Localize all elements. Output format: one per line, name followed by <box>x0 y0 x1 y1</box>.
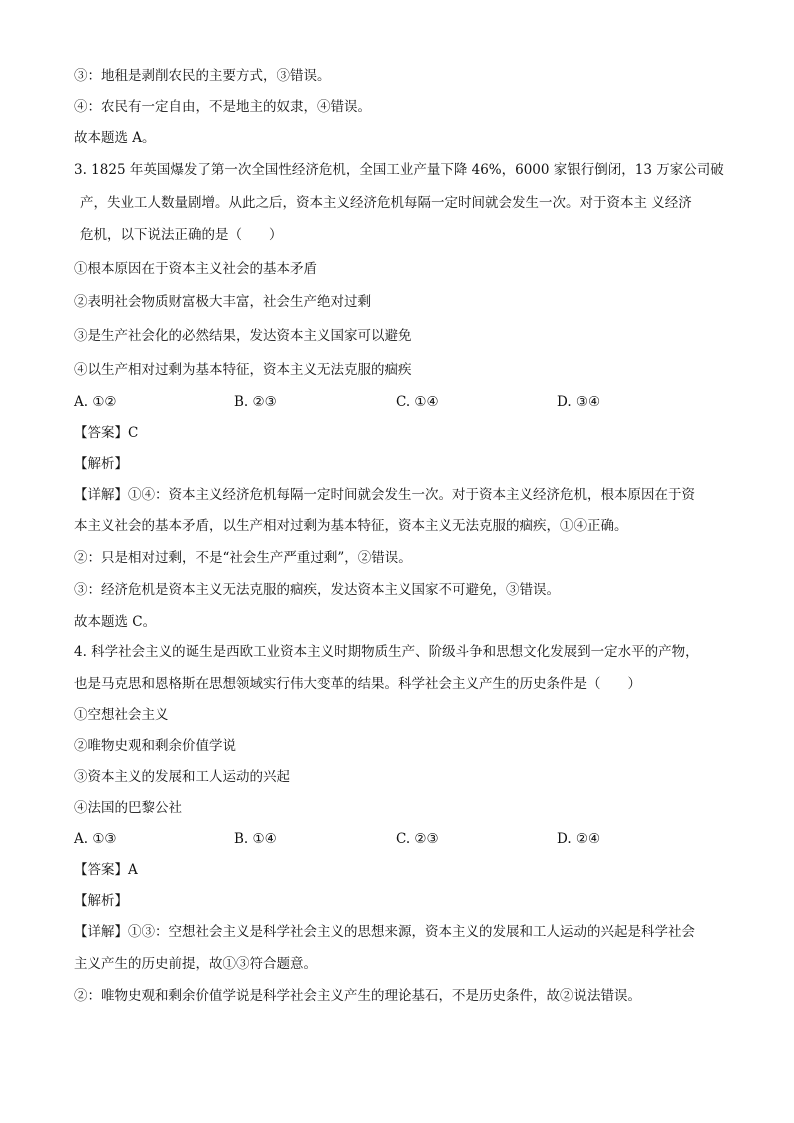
q4-stem-line-1: 4. 科学社会主义的诞生是西欧工业资本主义时期物质生产、阶级斗争和思想文化发展到一定水平的产物， <box>74 644 699 660</box>
q4-option-c: C. ②③ <box>396 831 439 847</box>
q4-item-1: ①空想社会主义 <box>74 707 169 723</box>
q4-detail-line-1: 【详解】①③：空想社会主义是科学社会主义的思想来源，资本主义的发展和工人运动的兴起是科学社会 <box>74 924 695 940</box>
q4-item-4: ④法国的巴黎公社 <box>74 800 182 816</box>
q4-detail-line-3: ②：唯物史观和剩余价值学说是科学社会主义产生的理论基石，不是历史条件，故②说法错误。 <box>74 988 641 1004</box>
q4-answer: 【答案】A <box>74 862 138 878</box>
q3-conclusion: 故本题选 C。 <box>74 614 157 630</box>
q4-item-2: ②唯物史观和剩余价值学说 <box>74 738 236 754</box>
q3-option-b: B. ②③ <box>234 394 277 410</box>
q4-option-b: B. ①④ <box>234 831 277 847</box>
q4-analysis-heading: 【解析】 <box>74 893 128 909</box>
q3-analysis-heading: 【解析】 <box>74 456 128 472</box>
q3-item-2: ②表明社会物质财富极大丰富，社会生产绝对过剩 <box>74 294 371 310</box>
q3-item-1: ①根本原因在于资本主义社会的基本矛盾 <box>74 261 317 277</box>
q3-option-d: D. ③④ <box>557 394 601 410</box>
q3-detail-line-3: ②：只是相对过剩，不是“社会生产严重过剩”，②错误。 <box>74 550 412 566</box>
q4-item-3: ③资本主义的发展和工人运动的兴起 <box>74 769 290 785</box>
q4-option-d: D. ②④ <box>557 831 601 847</box>
q2-explanation-4: ④：农民有一定自由，不是地主的奴隶，④错误。 <box>74 99 371 115</box>
q4-detail-line-2: 主义产生的历史前提，故①③符合题意。 <box>74 956 317 972</box>
q3-detail-line-2: 本主义社会的基本矛盾，以生产相对过剩为基本特征，资本主义无法克服的痼疾，①④正确。 <box>74 518 628 534</box>
q3-detail-line-1: 【详解】①④：资本主义经济危机每隔一定时间就会发生一次。对于资本主义经济危机，根本原因在于资 <box>74 487 695 503</box>
q3-option-a: A. ①② <box>74 394 117 410</box>
q3-stem-line-3: 危机，以下说法正确的是（ ） <box>80 227 283 243</box>
q3-detail-line-4: ③：经济危机是资本主义无法克服的痼疾，发达资本主义国家不可避免，③错误。 <box>74 582 560 598</box>
q3-answer: 【答案】C <box>74 425 139 441</box>
q3-item-4: ④以生产相对过剩为基本特征，资本主义无法克服的痼疾 <box>74 362 412 378</box>
q4-option-a: A. ①③ <box>74 831 117 847</box>
q3-option-c: C. ①④ <box>396 394 439 410</box>
q2-explanation-3: ③：地租是剥削农民的主要方式，③错误。 <box>74 68 331 84</box>
q2-conclusion: 故本题选 A。 <box>74 130 156 146</box>
q4-stem-line-2: 也是马克思和恩格斯在思想领域实行伟大变革的结果。科学社会主义产生的历史条件是（ ） <box>74 676 641 692</box>
q3-item-3: ③是生产社会化的必然结果，发达资本主义国家可以避免 <box>74 328 412 344</box>
q3-stem-line-1: 3. 1825 年英国爆发了第一次全国性经济危机，全国工业产量下降 46%，6000 家银行倒闭，13 万家公司破 <box>74 162 724 178</box>
q3-stem-line-2: 产，失业工人数量剧增。从此之后，资本主义经济危机每隔一定时间就会发生一次。对于资本主 义经济 <box>80 195 692 211</box>
